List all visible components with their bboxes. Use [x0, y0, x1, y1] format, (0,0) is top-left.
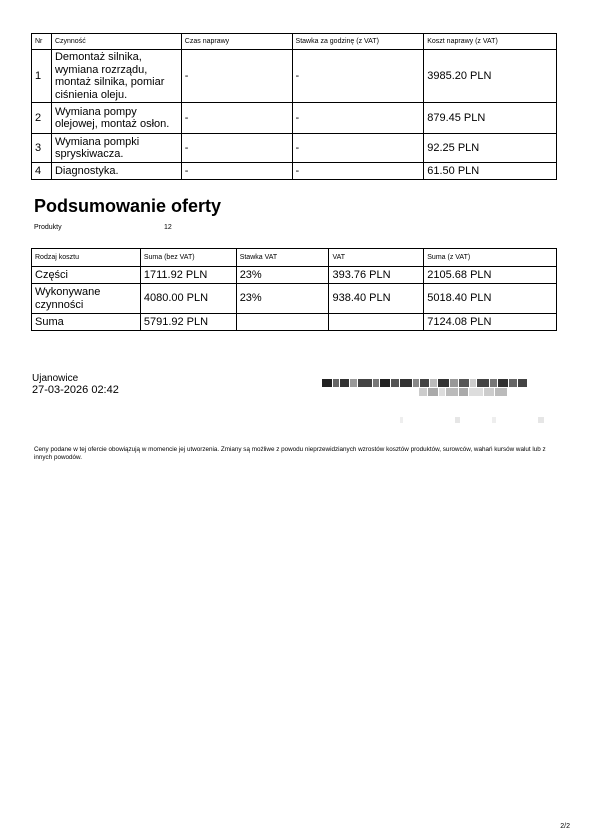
- row-stawka: -: [292, 50, 424, 103]
- table-row: [32, 134, 557, 163]
- place-name: Ujanowice: [32, 373, 79, 384]
- table-row: [32, 103, 557, 134]
- header-brutto: Suma (z VAT): [424, 249, 557, 267]
- row-nr: 2: [32, 103, 52, 134]
- header-stawka-vat: Stawka VAT: [236, 249, 329, 267]
- row-netto: 4080.00 PLN: [140, 284, 236, 314]
- row-koszt: 3985.20 PLN: [424, 50, 557, 103]
- row-czas: -: [181, 163, 292, 180]
- header-koszt: Koszt naprawy (z VAT): [424, 34, 557, 50]
- row-stawka: -: [292, 103, 424, 134]
- pixelated-signature-2: [322, 383, 508, 391]
- row-czynnosc: Diagnostyka.: [51, 163, 181, 180]
- row-stawka: -: [292, 163, 424, 180]
- row-czas: -: [181, 134, 292, 163]
- row-czynnosc: Wymiana pompy olejowej, montaż osłon.: [51, 103, 181, 134]
- row-vat: [329, 314, 424, 331]
- row-vat: 393.76 PLN: [329, 267, 424, 284]
- row-nr: 4: [32, 163, 52, 180]
- pixelated-signature: [322, 374, 528, 382]
- labor-table: [31, 33, 557, 180]
- labor-table-header: [32, 34, 557, 50]
- table-row: [32, 314, 557, 331]
- header-czynnosc: Czynność: [51, 34, 181, 50]
- summary-table: [31, 248, 557, 331]
- row-brutto: 2105.68 PLN: [424, 267, 557, 284]
- row-czynnosc: Demontaż silnika, wymiana rozrządu, montaż silnika, pomiar ciśnienia oleju.: [51, 50, 181, 103]
- row-stawka: -: [292, 134, 424, 163]
- row-rodzaj: Części: [32, 267, 141, 284]
- header-vat: VAT: [329, 249, 424, 267]
- table-row: [32, 267, 557, 284]
- summary-title: Podsumowanie oferty: [34, 196, 222, 216]
- row-rodzaj: Suma: [32, 314, 141, 331]
- table-row: [32, 163, 557, 180]
- row-czas: -: [181, 103, 292, 134]
- summary-table-header: [32, 249, 557, 267]
- row-stawka: 23%: [236, 284, 329, 314]
- header-nr: Nr: [32, 34, 52, 50]
- date-time: 27-03-2026 02:42: [32, 384, 119, 396]
- row-netto: 5791.92 PLN: [140, 314, 236, 331]
- row-brutto: 5018.40 PLN: [424, 284, 557, 314]
- row-netto: 1711.92 PLN: [140, 267, 236, 284]
- header-netto: Suma (bez VAT): [140, 249, 236, 267]
- row-koszt: 879.45 PLN: [424, 103, 557, 134]
- products-count: 12: [164, 224, 172, 231]
- row-nr: 1: [32, 50, 52, 103]
- disclaimer-footnote: Ceny podane w tej ofercie obowiązują w momencie jej utworzenia. Zmiany są możliwe z powodu nieprzewidzianych wzrostów kosztów produktów, surowców, wahań kursów walut lub z innych powodów.: [34, 446, 546, 461]
- products-label: Produkty: [34, 224, 62, 231]
- row-brutto: 7124.08 PLN: [424, 314, 557, 331]
- row-koszt: 61.50 PLN: [424, 163, 557, 180]
- row-czynnosc: Wymiana pompki spryskiwacza.: [51, 134, 181, 163]
- page-number: 2/2: [560, 823, 570, 830]
- header-rodzaj: Rodzaj kosztu: [32, 249, 141, 267]
- row-rodzaj: Wykonywane czynności: [32, 284, 141, 314]
- table-row: [32, 50, 557, 103]
- header-czas: Czas naprawy: [181, 34, 292, 50]
- row-vat: 938.40 PLN: [329, 284, 424, 314]
- row-stawka: [236, 314, 329, 331]
- row-nr: 3: [32, 134, 52, 163]
- row-koszt: 92.25 PLN: [424, 134, 557, 163]
- table-row: [32, 284, 557, 314]
- row-stawka: 23%: [236, 267, 329, 284]
- header-stawka: Stawka za godzinę (z VAT): [292, 34, 424, 50]
- row-czas: -: [181, 50, 292, 103]
- pixelated-stamp: [400, 410, 545, 416]
